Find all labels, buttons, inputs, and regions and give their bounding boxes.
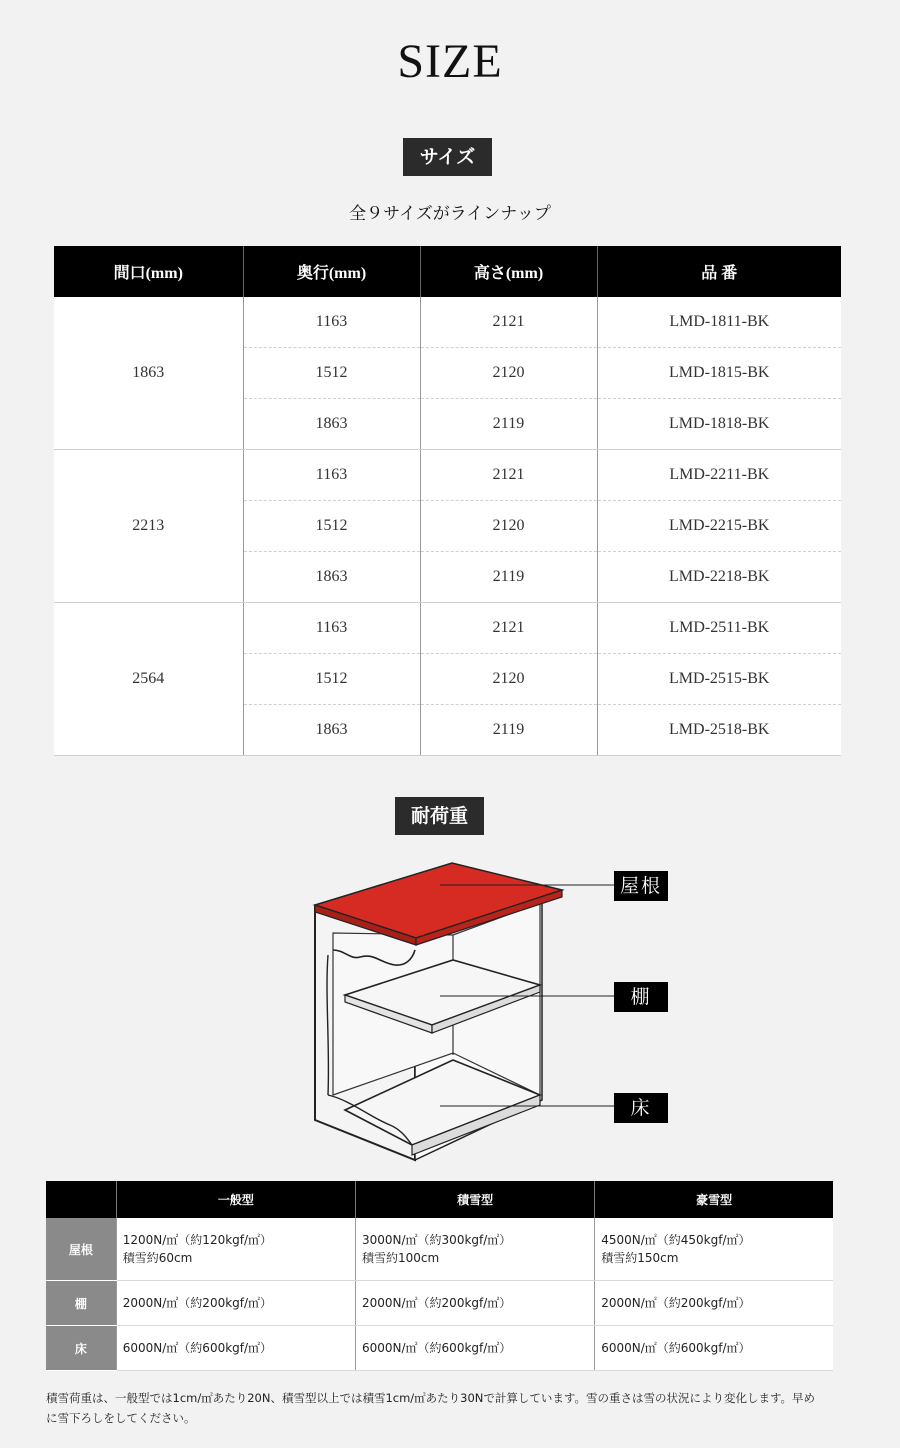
height-cell: 2119: [420, 399, 597, 450]
callout-roof: 屋根: [614, 871, 668, 901]
width-cell: 2564: [54, 603, 243, 756]
depth-cell: 1163: [243, 603, 420, 654]
depth-cell: 1512: [243, 501, 420, 552]
product-code-cell: LMD-1811-BK: [597, 297, 841, 348]
table-row: [54, 603, 841, 654]
load-value-cell: [355, 1218, 594, 1281]
load-value-line: 積雪約150cm: [601, 1251, 679, 1265]
depth-cell: 1512: [243, 348, 420, 399]
depth-cell: 1863: [243, 552, 420, 603]
load-value-line: 6000N/㎡（約600kgf/㎡）: [122, 1341, 273, 1355]
load-value-cell: [595, 1218, 833, 1281]
snow-load-note: [46, 1388, 846, 1428]
load-table-body: [46, 1218, 833, 1371]
header-depth: 奥行(mm): [243, 246, 420, 297]
header-width: 間口(mm): [54, 246, 243, 297]
load-value-line: 6000N/㎡（約600kgf/㎡）: [361, 1341, 512, 1355]
load-value-cell: [116, 1326, 355, 1371]
width-cell: 2213: [54, 450, 243, 603]
height-cell: 2121: [420, 297, 597, 348]
load-table: [46, 1181, 833, 1371]
load-table-header: [46, 1181, 833, 1218]
height-cell: 2120: [420, 348, 597, 399]
callout-shelf: 棚: [614, 982, 668, 1012]
table-row: [46, 1218, 833, 1281]
load-value-line: 2000N/㎡（約200kgf/㎡）: [122, 1296, 273, 1310]
depth-cell: 1512: [243, 654, 420, 705]
load-value-line: 積雪約60cm: [122, 1251, 193, 1265]
depth-cell: 1163: [243, 297, 420, 348]
load-header-heavy-snow: 豪雪型: [595, 1181, 833, 1218]
header-product-code: 品 番: [597, 246, 841, 297]
load-value-line: 3000N/㎡（約300kgf/㎡）: [361, 1233, 512, 1247]
product-code-cell: LMD-2215-BK: [597, 501, 841, 552]
height-cell: 2120: [420, 501, 597, 552]
note-line: 積雪荷重は、一般型では1cm/㎡あたり20N、積雪型以上では積雪1cm/㎡あたり30Nで計算しています。雪の重さは雪の状況により変化します。早め: [46, 1391, 816, 1405]
table-row: [54, 297, 841, 348]
product-code-cell: LMD-2515-BK: [597, 654, 841, 705]
product-code-cell: LMD-2218-BK: [597, 552, 841, 603]
load-value-cell: [116, 1281, 355, 1326]
depth-cell: 1163: [243, 450, 420, 501]
note-line: に雪下ろしをしてください。: [46, 1411, 196, 1425]
product-code-cell: LMD-2211-BK: [597, 450, 841, 501]
callout-floor: 床: [614, 1093, 668, 1123]
load-value-line: 2000N/㎡（約200kgf/㎡）: [601, 1296, 751, 1310]
height-cell: 2120: [420, 654, 597, 705]
load-row-head: 屋根: [46, 1218, 116, 1281]
load-section-label: 耐荷重: [395, 797, 484, 835]
size-table-header: [54, 246, 841, 297]
page-title: SIZE: [397, 35, 503, 88]
size-subtitle: 全９サイズがラインナップ: [349, 204, 551, 224]
load-value-cell: [355, 1281, 594, 1326]
table-row: [46, 1326, 833, 1371]
load-value-line: 6000N/㎡（約600kgf/㎡）: [601, 1341, 751, 1355]
header-height: 高さ(mm): [420, 246, 597, 297]
load-row-head: 棚: [46, 1281, 116, 1326]
height-cell: 2119: [420, 552, 597, 603]
size-table-body: [54, 297, 841, 756]
table-row: [46, 1281, 833, 1326]
load-value-cell: [595, 1326, 833, 1371]
load-value-line: 4500N/㎡（約450kgf/㎡）: [601, 1233, 751, 1247]
depth-cell: 1863: [243, 399, 420, 450]
height-cell: 2119: [420, 705, 597, 756]
load-row-head: 床: [46, 1326, 116, 1371]
load-value-cell: [355, 1326, 594, 1371]
load-header-snow: 積雪型: [355, 1181, 594, 1218]
load-value-cell: [116, 1218, 355, 1281]
height-cell: 2121: [420, 603, 597, 654]
size-table: [54, 246, 841, 756]
depth-cell: 1863: [243, 705, 420, 756]
width-cell: 1863: [54, 297, 243, 450]
product-code-cell: LMD-1815-BK: [597, 348, 841, 399]
product-code-cell: LMD-2518-BK: [597, 705, 841, 756]
load-value-line: 2000N/㎡（約200kgf/㎡）: [361, 1296, 512, 1310]
product-code-cell: LMD-2511-BK: [597, 603, 841, 654]
product-code-cell: LMD-1818-BK: [597, 399, 841, 450]
size-section-label: サイズ: [403, 138, 492, 176]
table-row: [54, 450, 841, 501]
height-cell: 2121: [420, 450, 597, 501]
load-value-line: 積雪約100cm: [361, 1251, 440, 1265]
load-header-standard: 一般型: [116, 1181, 355, 1218]
load-value-cell: [595, 1281, 833, 1326]
load-header-blank: [46, 1181, 116, 1218]
load-value-line: 1200N/㎡（約120kgf/㎡）: [122, 1233, 273, 1247]
